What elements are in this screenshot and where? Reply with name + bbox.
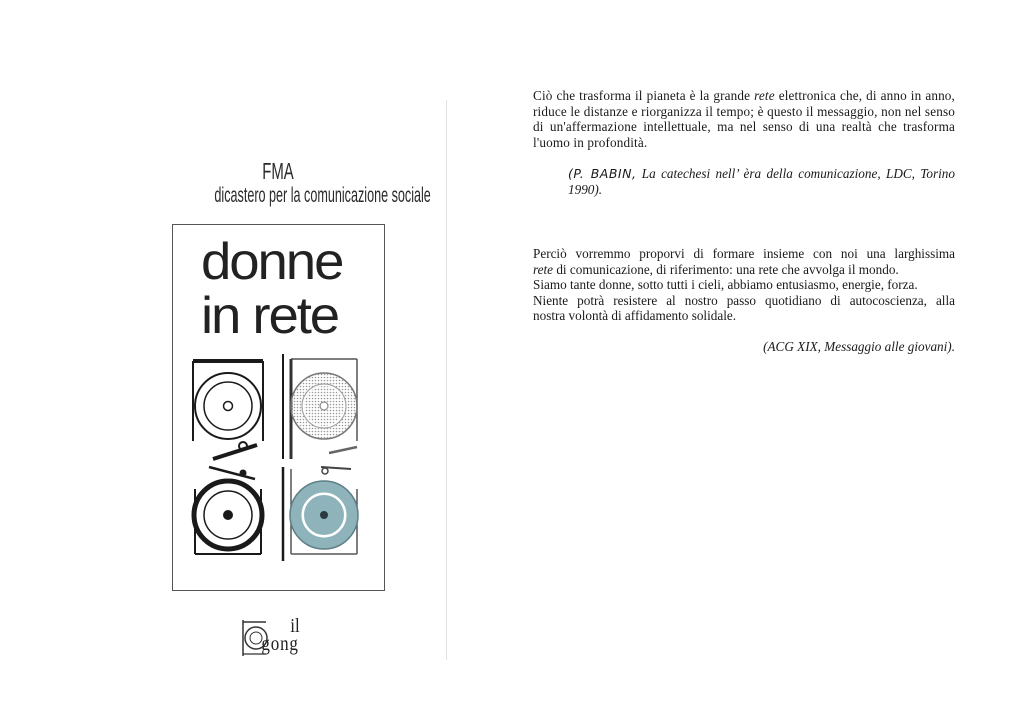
- organization-department: dicastero per la comunicazione sociale: [214, 184, 431, 207]
- citation-1: [568, 166, 955, 197]
- quote-1-text-start: Ciò che trasforma il pianeta è la grande: [533, 88, 755, 103]
- gong-bottom-right-icon: [283, 467, 358, 561]
- quote-2-line-1: Perciò vorremmo proporvi di formare insieme con noi una larghissima: [533, 246, 955, 261]
- gong-bottom-left-icon: [194, 467, 262, 554]
- publisher-name-main: gong: [261, 633, 299, 655]
- gong-top-right-icon: [283, 354, 357, 459]
- quote-2-line-3: Siamo tante donne, sotto tutti i cieli, abbiamo entusiasmo, energie, forza.: [533, 277, 918, 293]
- gong-artwork: [191, 349, 366, 564]
- book-cover: [172, 224, 385, 591]
- publisher-name-article: il: [290, 615, 300, 637]
- right-page: [512, 0, 1024, 724]
- citation-2: (ACG XIX, Messaggio alle giovani).: [763, 339, 955, 354]
- publisher-name: [261, 615, 300, 655]
- organization-acronym: FMA: [262, 158, 294, 184]
- quote-1-text-end: elettronica che, di anno in anno, riduce le distanze e riorganizza il tempo; è questo il messaggio, non nel senso di un'affermazione intellettuale, ma nel senso di una realtà che trasforma l'uomo in profondità.: [533, 88, 955, 150]
- citation-1-source: La catechesi nell’ èra della comunicazione, LDC, Torino 1990).: [568, 166, 955, 197]
- citation-1-author: (P. BABIN,: [568, 166, 637, 181]
- quote-1-emphasis: rete: [754, 88, 775, 103]
- organization-title: [172, 158, 431, 207]
- book-title-line1: donne: [201, 233, 343, 291]
- quote-2-emphasis: rete: [533, 261, 554, 277]
- quote-2-line-4: Niente potrà resistere al nostro passo quotidiano di autocoscienza, alla: [533, 292, 955, 308]
- quote-2-line-2: di comunicazione, di riferimento: una rete che avvolga il mondo.: [553, 261, 899, 277]
- quote-paragraph-2: [533, 246, 955, 324]
- quote-2-line-5: nostra volontà di affidamento solidale.: [533, 308, 737, 324]
- book-title: [201, 235, 369, 343]
- gong-top-left-icon: [193, 361, 263, 459]
- book-title-line2: in rete: [201, 287, 339, 345]
- page-fold-line: [446, 100, 447, 660]
- quote-paragraph-1: [533, 88, 955, 150]
